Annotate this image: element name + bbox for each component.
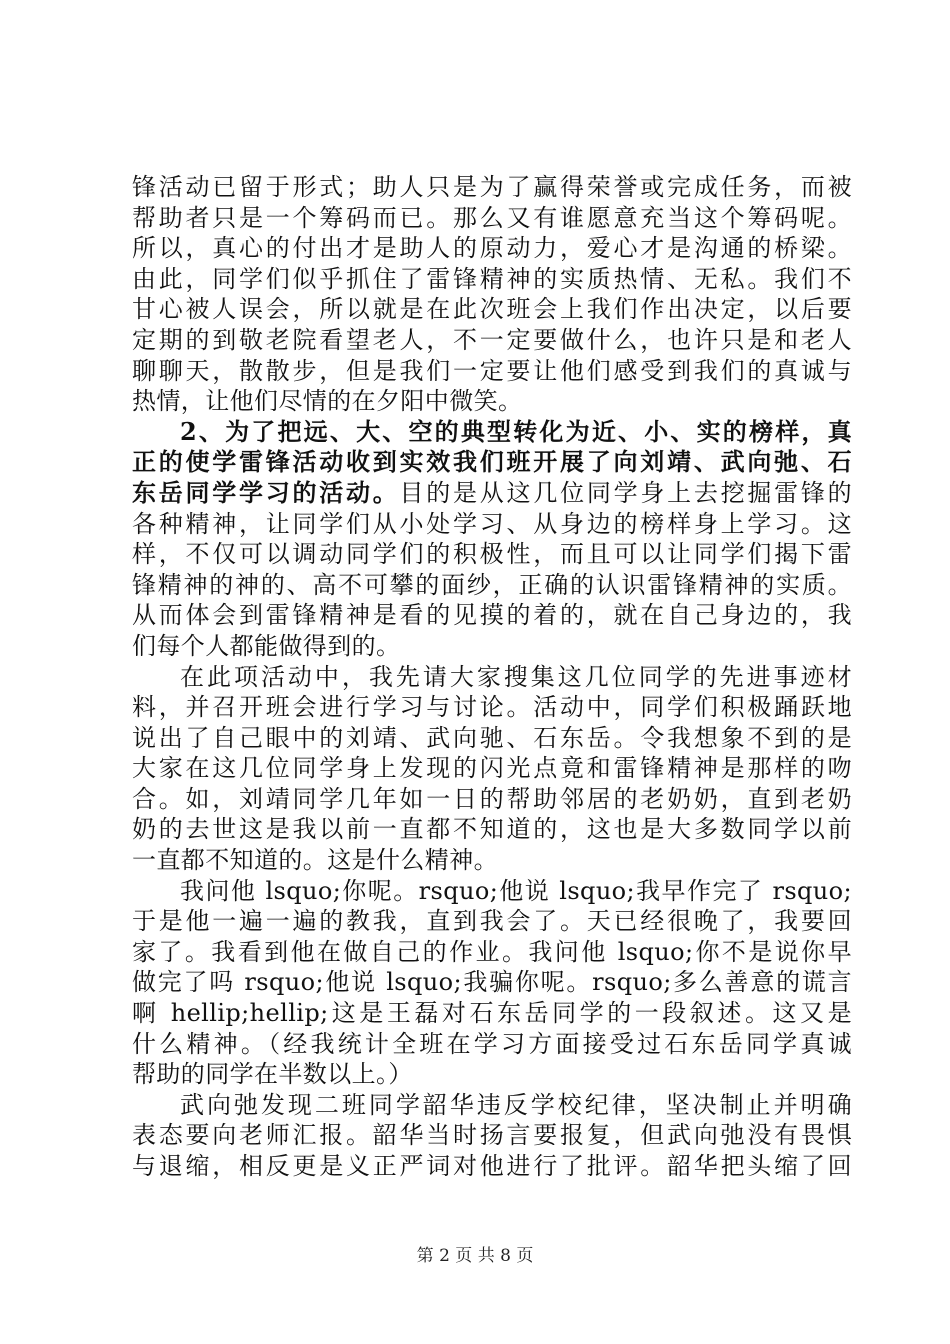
- text-line: 表态要向老师汇报。韶华当时扬言要报复，但武向弛没有畏惧: [132, 1121, 852, 1150]
- text-line: 一直都不知道的。这是什么精神。: [132, 846, 498, 875]
- text-line: 定期的到敬老院看望老人，不一定要做什么，也许只是和老人: [132, 325, 852, 354]
- text-line: 们每个人都能做得到的。: [132, 631, 401, 660]
- text-line: 锋精神的神的、高不可攀的面纱，正确的认识雷锋精神的实质。: [132, 570, 852, 599]
- text-line: 与退缩，相反更是义正严词对他进行了批评。韶华把头缩了回: [132, 1152, 852, 1180]
- bold-heading-text: 2、为了把远、大、空的典型转化为近、小、实的榜样，真: [180, 416, 852, 446]
- text-line: 热情，让他们尽情的在夕阳中微笑。: [132, 387, 523, 416]
- text-line: 锋活动已留于形式；助人只是为了赢得荣誉或完成任务，而被: [132, 173, 852, 201]
- page-number-footer: 第 2 页 共 8 页: [416, 1246, 534, 1266]
- text-line: 家了。我看到他在做自己的作业。我问他 lsquo;你不是说你早: [132, 937, 852, 966]
- text-line: 帮助的同学在半数以上。）: [132, 1060, 413, 1089]
- body-text-span: 目的是从这几位同学身上去挖掘雷锋的: [399, 478, 852, 507]
- text-line: 什么精神。（经我统计全班在学习方面接受过石东岳同学真诚: [132, 1029, 852, 1058]
- text-line: 从而体会到雷锋精神是看的见摸的着的，就在自己身边的，我: [132, 601, 852, 630]
- text-line: 我问他 lsquo;你呢。rsquo;他说 lsquo;我早作完了 rsquo;: [180, 876, 852, 905]
- bold-heading-text: 正的使学雷锋活动收到实效我们班开展了向刘靖、武向弛、石: [132, 447, 852, 477]
- text-line: 甘心被人误会，所以就是在此次班会上我们作出决定，以后要: [132, 295, 852, 324]
- text-line: 帮助者只是一个筹码而已。那么又有谁愿意充当这个筹码呢。: [132, 203, 852, 232]
- text-line: 说出了自己眼中的刘靖、武向驰、石东岳。令我想象不到的是: [132, 723, 852, 752]
- text-line: 合。如，刘靖同学几年如一日的帮助邻居的老奶奶，直到老奶: [132, 784, 852, 813]
- text-line: 武向弛发现二班同学韶华违反学校纪律，坚决制止并明确: [180, 1090, 852, 1119]
- text-line-bold: [132, 447, 852, 478]
- text-line: 做完了吗 rsquo;他说 lsquo;我骗你呢。rsquo;多么善意的谎言: [132, 968, 852, 997]
- text-line: 料，并召开班会进行学习与讨论。活动中，同学们积极踊跃地: [132, 693, 852, 722]
- document-body: [132, 172, 852, 1182]
- text-line: 由此，同学们似乎抓住了雷锋精神的实质热情、无私。我们不: [132, 264, 852, 293]
- text-line: 所以，真心的付出才是助人的原动力，爱心才是沟通的桥梁。: [132, 234, 852, 263]
- text-line: 聊聊天，散散步，但是我们一定要让他们感受到我们的真诚与: [132, 356, 852, 385]
- text-line-bold: [132, 417, 852, 448]
- text-line: 样，不仅可以调动同学们的积极性，而且可以让同学们揭下雷: [132, 540, 852, 569]
- text-line: 大家在这几位同学身上发现的闪光点竟和雷锋精神是那样的吻: [132, 754, 852, 783]
- bold-heading-text: 东岳同学学习的活动。: [132, 477, 400, 507]
- text-line: 啊 hellip;hellip;这是王磊对石东岳同学的一段叙述。这又是: [132, 999, 852, 1028]
- text-line: 奶的去世这是我以前一直都不知道的，这也是大多数同学以前: [132, 815, 852, 844]
- text-line: 于是他一遍一遍的教我，直到我会了。天已经很晚了，我要回: [132, 907, 852, 936]
- text-line: 各种精神，让同学们从小处学习、从身边的榜样身上学习。这: [132, 509, 852, 538]
- text-line: 在此项活动中，我先请大家搜集这几位同学的先进事迹材: [180, 662, 852, 691]
- text-line-mixed: [132, 478, 852, 509]
